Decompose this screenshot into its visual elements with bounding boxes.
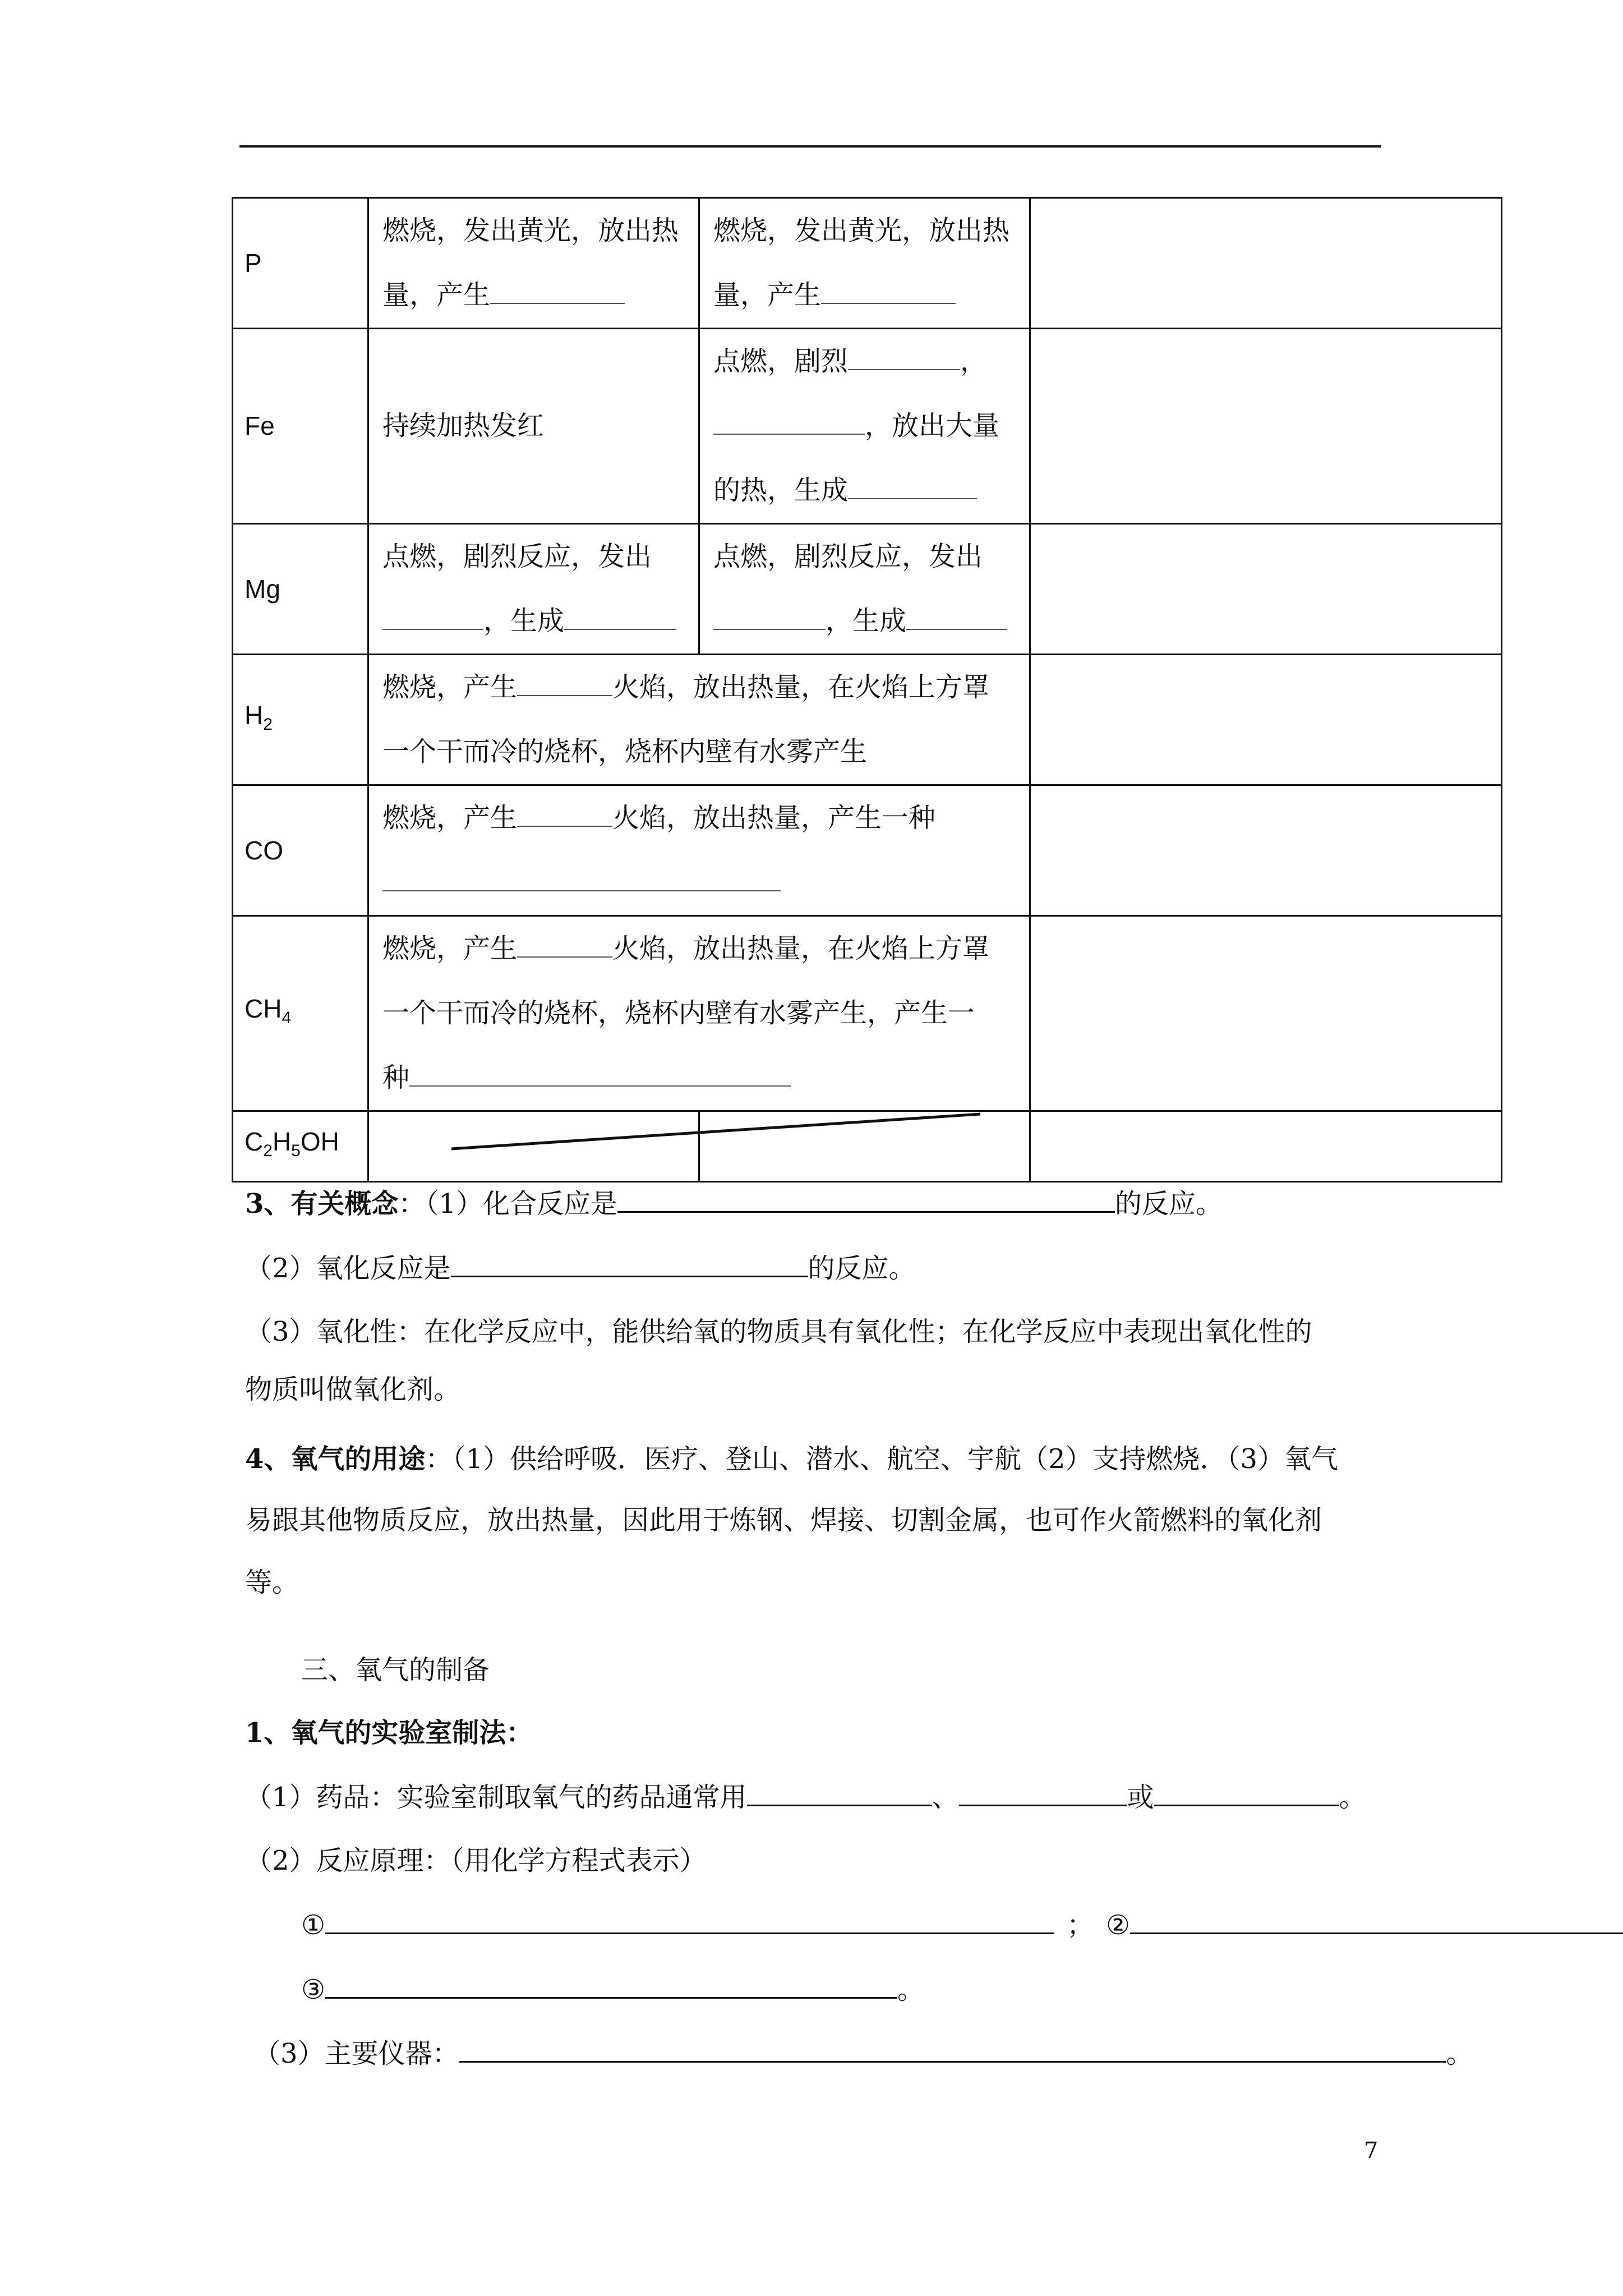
uses-line3: 等。 bbox=[245, 1567, 299, 1598]
subsection-title: 1、氧气的实验室制法： bbox=[245, 1717, 533, 1749]
page-number: 7 bbox=[1364, 2138, 1378, 2164]
cell-line: 持续加热发红 bbox=[382, 410, 545, 441]
cell-line: ，生成 bbox=[826, 605, 907, 637]
element-name: $H_2$ bbox=[233, 655, 368, 785]
cell-line: 量，产生 bbox=[382, 279, 491, 311]
answer-blank bbox=[451, 1275, 808, 1277]
instrument-line: （3）主要仪器： 。 bbox=[253, 2038, 1473, 2069]
section-title: 三、氧气的制备 bbox=[301, 1654, 490, 1686]
cell-line: 火焰，放出热量，在火焰上方罩 bbox=[612, 933, 990, 964]
answer-blank bbox=[325, 1996, 897, 1999]
cell-line: 火焰，放出热量，产生一种 bbox=[612, 802, 936, 834]
cell-line: ，放出大量 bbox=[865, 410, 1000, 441]
principle-line: （2）反应原理：（用化学方程式表示） bbox=[245, 1845, 707, 1876]
cell-line: 燃烧，发出黄光，放出热 bbox=[382, 215, 679, 246]
element-name: Mg bbox=[233, 524, 368, 655]
equation-line-3: ③ 。 bbox=[301, 1974, 925, 2005]
answer-blank bbox=[1130, 1932, 1623, 1934]
equation-line-1: ① ； ② bbox=[301, 1912, 1623, 1939]
cell-line: 燃烧，产生 bbox=[382, 933, 518, 964]
concept-3-line2: 物质叫做氧化剂。 bbox=[245, 1374, 461, 1405]
answer-blank bbox=[959, 1804, 1127, 1806]
cell-line: 火焰，放出热量，在火焰上方罩 bbox=[612, 671, 990, 703]
cell-line: ，生成 bbox=[483, 605, 565, 637]
drug-line: （1）药品：实验室制取氧气的药品通常用 、 或 。 bbox=[245, 1782, 1366, 1813]
cell-line: 量，产生 bbox=[713, 279, 822, 311]
cell-line: 的热，生成 bbox=[713, 475, 849, 506]
answer-blank bbox=[617, 1211, 1115, 1213]
answer-blank bbox=[459, 2060, 1446, 2063]
element-name: CO bbox=[233, 785, 368, 916]
answer-blank bbox=[1154, 1804, 1339, 1806]
uses-line1: 4、氧气的用途：（1）供给呼吸．医疗、登山、潜水、航空、宇航（2）支持燃烧．（3）氧气 bbox=[245, 1443, 1339, 1475]
answer-blank bbox=[747, 1804, 932, 1806]
concept-1: 3、有关概念：（1）化合反应是 的反应。 bbox=[245, 1188, 1223, 1220]
answer-blank bbox=[325, 1932, 1054, 1934]
cell-line: 一个干而冷的烧杯，烧杯内壁有水雾产生，产生一 bbox=[382, 997, 975, 1029]
element-name: $C_2H_5OH$ bbox=[233, 1111, 368, 1182]
element-name: P bbox=[233, 198, 368, 329]
cell-line: 种 bbox=[382, 1062, 410, 1093]
cell-line: 点燃，剧烈反应，发出 bbox=[382, 541, 652, 572]
cell-line: 燃烧，发出黄光，放出热 bbox=[713, 215, 1010, 246]
element-name: Fe bbox=[233, 329, 368, 524]
cell-line: 燃烧，产生 bbox=[382, 802, 518, 834]
oxygen-cell: 点燃，剧烈 ， ，放出大量 的热，生成 bbox=[699, 329, 1030, 524]
concept-3-line1: （3）氧化性：在化学反应中，能供给氧的物质具有氧化性；在化学反应中表现出氧化性的 bbox=[245, 1316, 1312, 1347]
cell-line: 一个干而冷的烧杯，烧杯内壁有水雾产生 bbox=[382, 736, 868, 767]
cell-line: 点燃，剧烈反应，发出 bbox=[713, 541, 983, 572]
uses-line2: 易跟其他物质反应，放出热量，因此用于炼钢、焊接、切割金属，也可作火箭燃料的氧化剂 bbox=[245, 1504, 1322, 1536]
cell-line: 点燃，剧烈 bbox=[713, 346, 849, 377]
cell-line: 燃烧，产生 bbox=[382, 671, 518, 703]
concept-2: （2）氧化反应是 的反应。 bbox=[245, 1253, 916, 1284]
element-name: $CH_4$ bbox=[233, 916, 368, 1111]
